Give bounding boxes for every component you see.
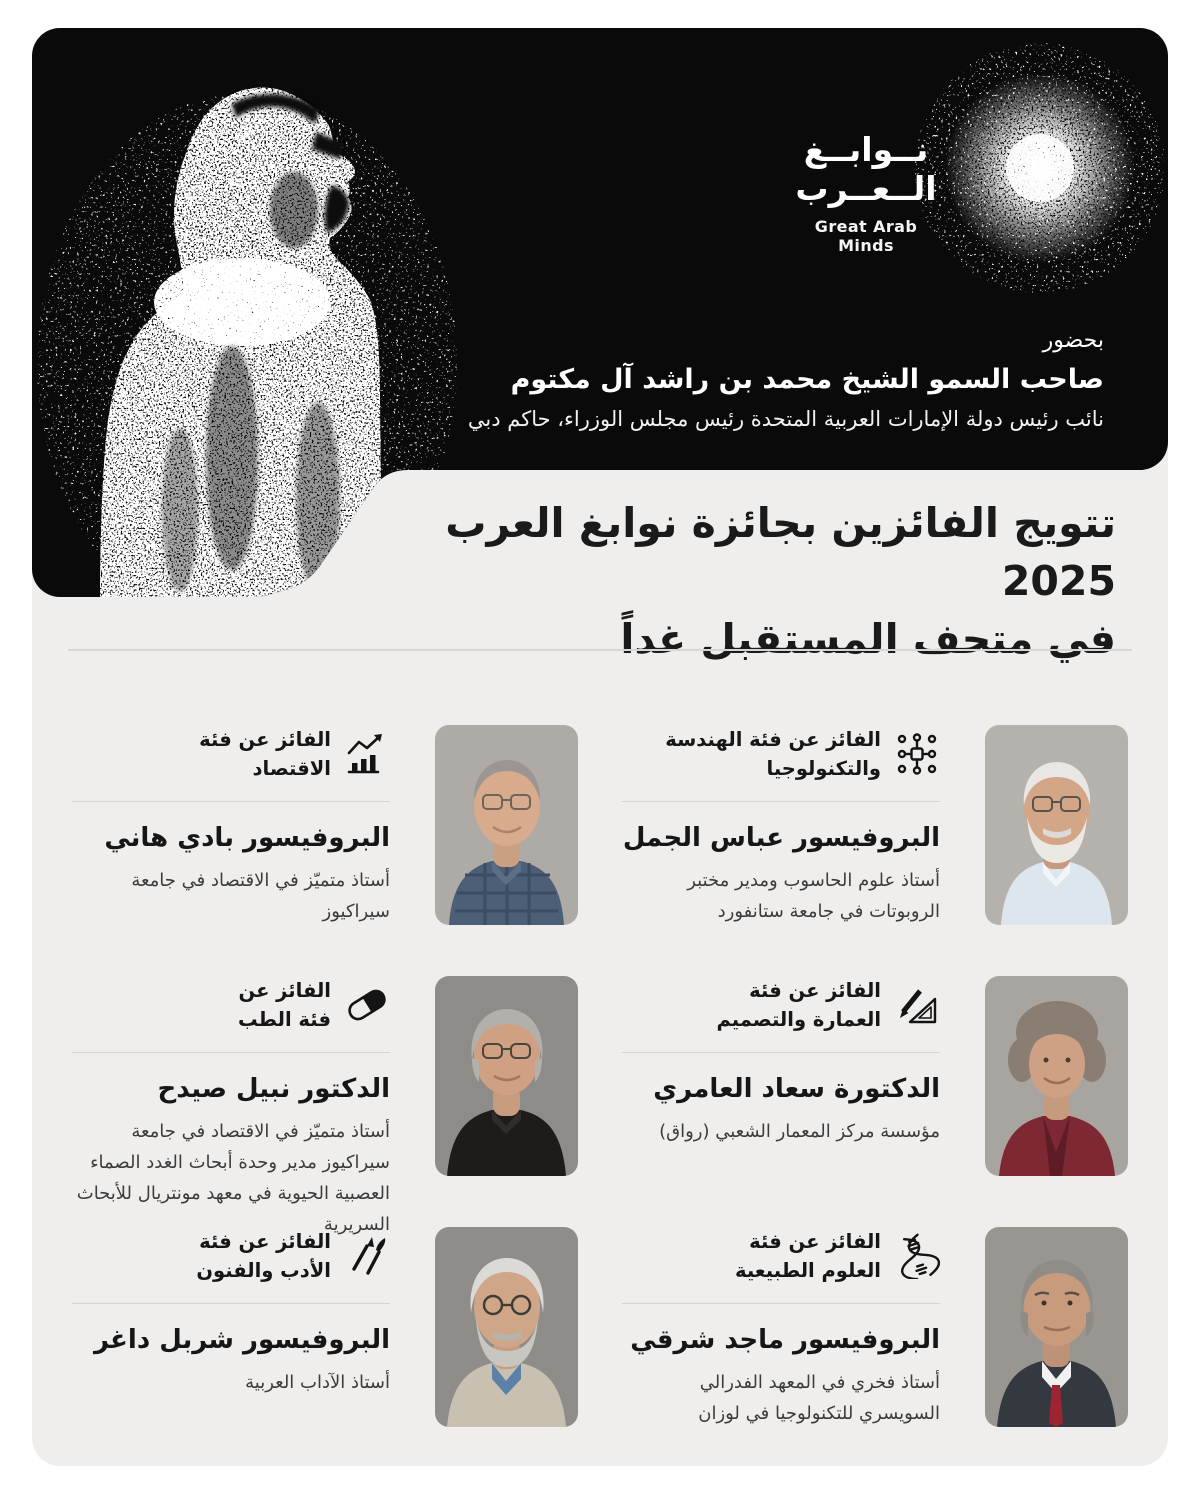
pen-brush-icon (344, 1233, 390, 1279)
winner-photo-portrait-man-white-hair-beard-beige-jacket (435, 1227, 578, 1427)
winner-card-body (622, 725, 940, 928)
winner-card-architecture (622, 976, 1128, 1181)
section-divider (68, 649, 1132, 651)
pill-icon (344, 982, 390, 1028)
winner-card-body (72, 976, 390, 1241)
poster (32, 28, 1168, 1466)
winner-card-body (72, 1227, 390, 1399)
winner-card-body (622, 1227, 940, 1430)
category-label: الفائز عن فئة الطب (238, 979, 331, 1032)
winner-name: الدكتور نبيل صيدح (157, 1073, 390, 1104)
winners-grid (72, 725, 1128, 1432)
winner-photo-portrait-man-white-beard (985, 725, 1128, 925)
winner-name: البروفيسور عباس الجمل (622, 822, 940, 853)
headline-line1: تتويج الفائزين بجائزة نوابغ العرب 2025 (445, 499, 1116, 606)
headline (416, 494, 1116, 669)
card-divider (622, 1052, 940, 1053)
card-divider (622, 1303, 940, 1304)
logo-arabic-line2: الــعــرب (795, 169, 937, 208)
winner-description: أستاذ فخري في المعهد الفدرالي السويسري للتكنولوجيا في لوزان (698, 1372, 940, 1425)
dignitary-title: نائب رئيس دولة الإمارات العربية المتحدة رئيس مجلس الوزراء، حاكم دبي (467, 406, 1104, 431)
card-divider (622, 801, 940, 802)
winner-card-medicine (72, 976, 578, 1236)
circuit-network-icon (894, 731, 940, 777)
winner-photo-portrait-man-gray-hair-black-jacket (435, 976, 578, 1176)
winner-description: أستاذ علوم الحاسوب ومدير مختبر الروبوتات في جامعة ستانفورد (687, 870, 940, 923)
winner-card-engineering (622, 725, 1128, 930)
category-label: الفائز عن فئة الاقتصاد (199, 728, 331, 781)
card-divider (72, 801, 390, 802)
logo (790, 130, 942, 255)
winner-photo-portrait-woman-curly-hair-red-blazer (985, 976, 1128, 1176)
winner-photo-portrait-man-suit-red-tie (985, 1227, 1128, 1427)
winner-description: أستاذ الآداب العربية (245, 1372, 390, 1394)
winner-card-body (622, 976, 940, 1148)
growth-chart-icon (344, 731, 390, 777)
winner-photo-portrait-man-glasses-plaid-shirt (435, 725, 578, 925)
winner-name: البروفيسور شربل داغر (94, 1324, 390, 1355)
attendance-intro: بحضور (1042, 328, 1104, 353)
logo-arabic-line1: نــوابــغ (803, 130, 929, 169)
category-label: الفائز عن فئة العلوم الطبيعية (735, 1230, 881, 1283)
headline-line2: في متحف المستقبل غداً (620, 615, 1116, 664)
winner-description: أستاذ متميّز في الاقتصاد في جامعة سيراكيوز (131, 870, 390, 923)
winner-card-economics (72, 725, 578, 930)
category-label: الفائز عن فئة الأدب والفنون (196, 1230, 331, 1283)
card-divider (72, 1052, 390, 1053)
card-divider (72, 1303, 390, 1304)
winner-description: أستاذ متميّز في الاقتصاد في جامعة سيراكيوز مدير وحدة أبحاث الغدد الصماء العصبية الحيوية في معهد مونتريال للأبحاث السريرية (76, 1121, 390, 1236)
dignitary-name: صاحب السمو الشيخ محمد بن راشد آل مكتوم (510, 364, 1104, 395)
winner-name: البروفيسور ماجد شرقي (630, 1324, 940, 1355)
pencil-set-square-icon (894, 982, 940, 1028)
winner-name: الدكتورة سعاد العامري (653, 1073, 940, 1104)
logo-english: Great Arab Minds (814, 217, 918, 255)
winner-card-natural-sciences (622, 1227, 1128, 1432)
winner-card-body (72, 725, 390, 928)
winner-description: مؤسسة مركز المعمار الشعبي (رواق) (659, 1121, 940, 1143)
category-label: الفائز عن فئة العمارة والتصميم (716, 979, 881, 1032)
particle-starburst (915, 43, 1165, 293)
category-label: الفائز عن فئة الهندسة والتكنولوجيا (665, 728, 881, 781)
winner-card-literature (72, 1227, 578, 1432)
winner-name: البروفيسور بادي هاني (104, 822, 390, 853)
attendance-block (444, 324, 1104, 436)
dna-icon (894, 1233, 940, 1279)
